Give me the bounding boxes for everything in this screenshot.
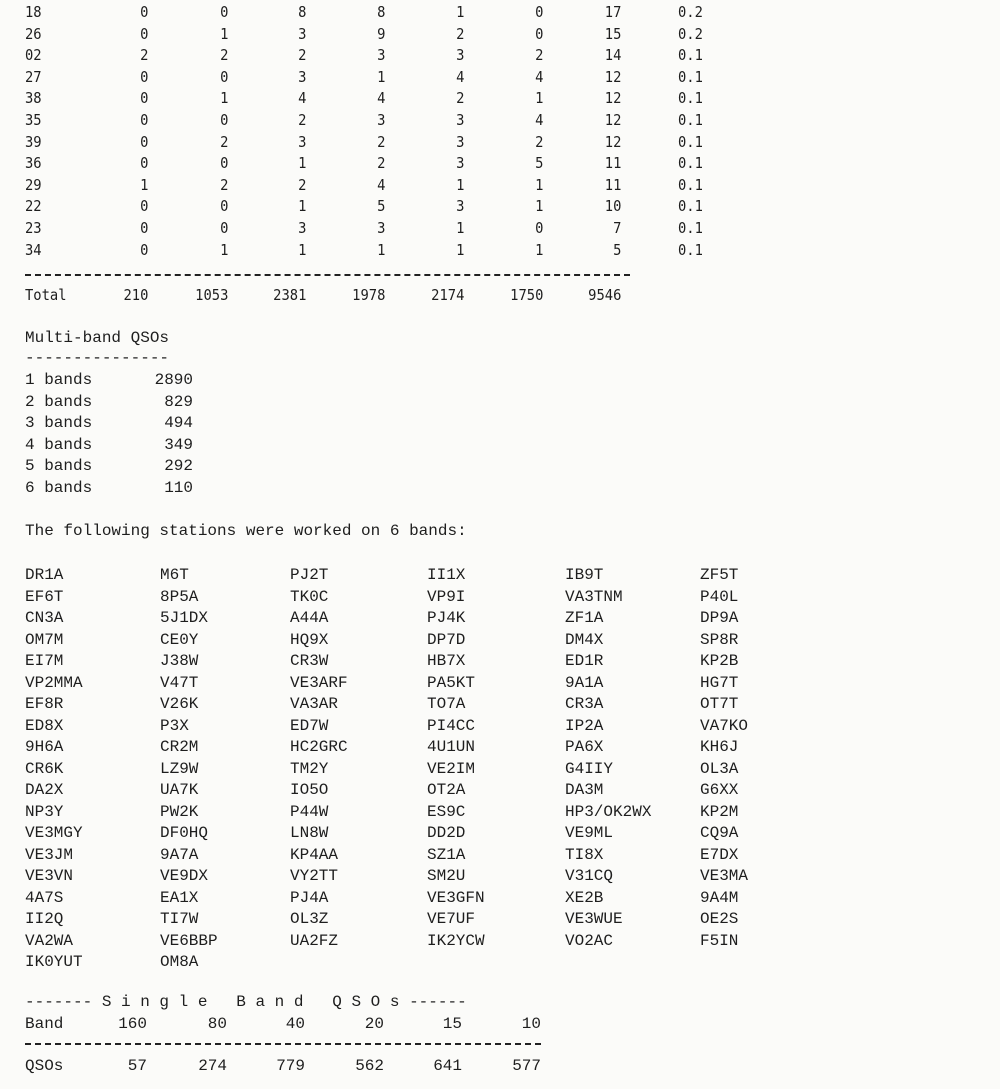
station-callsign: J38W [160, 652, 199, 670]
station-callsign: ES9C [427, 802, 466, 821]
station-callsign: A44A [290, 609, 329, 627]
multiband-label: 6 bands [25, 479, 93, 497]
zone-cell: 1 [220, 24, 229, 43]
zone-cell: 0 [535, 3, 544, 21]
six-band-intro: The following stations were worked on 6 bands: [25, 522, 467, 540]
multiband-label: 4 bands [25, 435, 93, 454]
station-callsign: VE3VN [25, 867, 74, 885]
zone-label: 27 [25, 67, 42, 86]
zone-cell: 3 [456, 197, 465, 216]
station-callsign: NP3Y [25, 802, 64, 821]
zone-label: 39 [25, 132, 42, 151]
station-callsign: EF6T [25, 587, 64, 606]
station-callsign: CR3W [290, 652, 329, 670]
station-callsign: VE3JM [25, 845, 74, 864]
zone-cell: 2 [298, 175, 307, 194]
station-callsign: OE2S [700, 910, 739, 928]
station-callsign: PJ2T [290, 566, 329, 584]
station-callsign: CR2M [160, 738, 199, 756]
total-cell: 1978 [352, 286, 386, 304]
zone-cell: 1 [456, 240, 465, 259]
band-value: 160 [118, 1015, 147, 1033]
zone-cell: 1 [220, 89, 229, 108]
station-callsign: VA3AR [290, 695, 339, 713]
station-callsign: P3X [160, 716, 189, 735]
zone-cell: 3 [456, 46, 465, 65]
station-callsign: KP4AA [290, 845, 339, 864]
zone-cell: 1 [140, 175, 149, 194]
zone-cell: 2 [220, 132, 229, 151]
zone-cell: 0 [140, 89, 149, 108]
station-callsign: DD2D [427, 824, 466, 842]
zone-label: 26 [25, 24, 42, 43]
zone-cell: 4 [298, 89, 307, 108]
zone-percent: 0.1 [678, 219, 703, 237]
station-callsign: PA6X [565, 738, 604, 756]
zone-cell: 3 [298, 67, 307, 86]
zone-cell: 5 [613, 240, 622, 259]
zone-cell: 17 [604, 3, 622, 21]
zone-cell: 0 [140, 197, 149, 216]
station-callsign: M6T [160, 566, 189, 584]
station-callsign: VP2MMA [25, 673, 83, 692]
station-callsign: IO5O [290, 781, 329, 799]
zone-cell: 0 [140, 24, 149, 43]
zone-cell: 0 [140, 219, 149, 237]
station-callsign: HC2GRC [290, 738, 348, 756]
total-cell: 9546 [588, 286, 622, 304]
station-callsign: VP9I [427, 587, 466, 606]
zone-percent: 0.1 [678, 111, 703, 129]
station-callsign: VE9DX [160, 867, 209, 885]
qsos-value: 562 [355, 1057, 384, 1075]
station-callsign: EI7M [25, 652, 64, 670]
zone-cell: 1 [535, 89, 544, 108]
zone-cell: 0 [140, 111, 149, 129]
multiband-count: 494 [164, 414, 193, 433]
zone-label: 34 [25, 240, 42, 259]
zone-cell: 10 [604, 197, 622, 216]
zone-cell: 1 [377, 240, 386, 259]
zone-cell: 2 [298, 46, 307, 65]
multiband-label: 2 bands [25, 392, 93, 411]
zone-label: 22 [25, 197, 42, 216]
zone-cell: 0 [220, 219, 229, 237]
station-callsign: VE3ARF [290, 673, 348, 692]
zone-cell: 5 [377, 197, 386, 216]
zone-cell: 2 [298, 111, 307, 129]
multiband-title: Multi-band QSOs [25, 329, 170, 347]
zone-cell: 1 [535, 197, 544, 216]
station-callsign: 4U1UN [427, 738, 476, 756]
station-callsign: VO2AC [565, 931, 614, 950]
station-callsign: 9A7A [160, 845, 199, 864]
zone-cell: 4 [377, 89, 386, 108]
zone-cell: 0 [535, 219, 544, 237]
station-callsign: VE3MA [700, 867, 749, 885]
zone-label: 18 [25, 3, 42, 21]
multiband-label: 5 bands [25, 457, 93, 476]
zone-cell: 12 [604, 89, 622, 108]
total-cell: 2174 [431, 286, 465, 304]
band-value: 80 [207, 1015, 227, 1033]
zone-cell: 4 [456, 67, 465, 86]
station-callsign: V47T [160, 673, 199, 692]
qsos-value: 57 [127, 1057, 147, 1075]
zone-cell: 0 [535, 24, 544, 43]
zone-cell: 3 [456, 154, 465, 173]
station-callsign: DP7D [427, 630, 466, 649]
zone-cell: 12 [604, 67, 622, 86]
zone-cell: 1 [298, 197, 307, 216]
zone-label: 35 [25, 111, 42, 129]
station-callsign: II1X [427, 566, 466, 584]
zone-cell: 1 [220, 240, 229, 259]
zone-cell: 2 [535, 132, 544, 151]
station-callsign: SM2U [427, 867, 466, 885]
station-callsign: PA5KT [427, 673, 476, 692]
station-callsign: PJ4K [427, 609, 466, 627]
station-callsign: 9A1A [565, 673, 604, 692]
zone-cell: 0 [220, 67, 229, 86]
station-callsign: CR3A [565, 695, 604, 713]
multiband-label: 3 bands [25, 414, 93, 433]
zone-percent: 0.1 [678, 240, 703, 259]
station-callsign: P44W [290, 802, 329, 821]
zone-cell: 3 [456, 132, 465, 151]
station-callsign: TM2Y [290, 759, 329, 778]
zone-cell: 0 [220, 111, 229, 129]
zone-cell: 1 [456, 175, 465, 194]
zone-cell: 3 [298, 132, 307, 151]
zone-cell: 5 [535, 154, 544, 173]
station-callsign: DM4X [565, 630, 604, 649]
multiband-count: 2890 [154, 371, 193, 389]
total-cell: 1750 [510, 286, 544, 304]
station-callsign: IK2YCW [427, 931, 485, 950]
station-callsign: VE3GFN [427, 888, 485, 907]
station-callsign: UA2FZ [290, 931, 339, 950]
station-callsign: G4IIY [565, 759, 614, 778]
station-callsign: PI4CC [427, 716, 476, 735]
zone-cell: 0 [220, 154, 229, 173]
station-callsign: KP2M [700, 802, 739, 821]
zone-cell: 9 [377, 24, 386, 43]
station-callsign: DR1A [25, 566, 64, 584]
zone-cell: 0 [140, 132, 149, 151]
station-callsign: TO7A [427, 695, 466, 713]
station-callsign: HQ9X [290, 630, 329, 649]
total-label: Total [25, 286, 67, 304]
station-callsign: CR6K [25, 759, 64, 778]
zone-cell: 3 [298, 219, 307, 237]
zone-label: 23 [25, 219, 42, 237]
zone-cell: 0 [140, 154, 149, 173]
station-callsign: 4A7S [25, 888, 64, 907]
zone-cell: 0 [220, 197, 229, 216]
station-callsign: ED1R [565, 652, 604, 670]
zone-cell: 2 [456, 89, 465, 108]
station-callsign: 9H6A [25, 738, 64, 756]
station-callsign: P40L [700, 587, 739, 606]
station-callsign: II2Q [25, 910, 64, 928]
multiband-underline: --------------- [25, 349, 170, 367]
station-callsign: HB7X [427, 652, 466, 670]
zone-percent: 0.2 [678, 24, 703, 43]
station-callsign: F5IN [700, 931, 739, 950]
zone-cell: 3 [377, 219, 386, 237]
total-cell: 1053 [195, 286, 229, 304]
station-callsign: IK0YUT [25, 953, 83, 971]
station-callsign: G6XX [700, 781, 739, 799]
multiband-count: 829 [164, 392, 193, 411]
zone-cell: 0 [140, 240, 149, 259]
station-callsign: VA7KO [700, 716, 749, 735]
zone-cell: 15 [604, 24, 622, 43]
station-callsign: OL3Z [290, 910, 329, 928]
zone-cell: 1 [377, 67, 386, 86]
zone-cell: 0 [220, 3, 229, 21]
zone-cell: 2 [377, 132, 386, 151]
zone-cell: 2 [220, 46, 229, 65]
station-callsign: VE2IM [427, 759, 476, 778]
station-callsign: VA2WA [25, 931, 74, 950]
band-value: 20 [364, 1015, 384, 1033]
station-callsign: EF8R [25, 695, 64, 713]
zone-percent: 0.1 [678, 197, 703, 216]
station-callsign: DP9A [700, 609, 739, 627]
station-callsign: CN3A [25, 609, 64, 627]
station-callsign: VA3TNM [565, 587, 623, 606]
qsos-label: QSOs [25, 1057, 64, 1075]
station-callsign: 5J1DX [160, 609, 209, 627]
station-callsign: SZ1A [427, 845, 466, 864]
station-callsign: TI8X [565, 845, 604, 864]
station-callsign: VE9ML [565, 824, 614, 842]
station-callsign: V31CQ [565, 867, 614, 885]
band-value: 10 [521, 1015, 541, 1033]
zone-percent: 0.2 [678, 3, 703, 21]
station-callsign: DA2X [25, 781, 64, 799]
station-callsign: 8P5A [160, 587, 199, 606]
total-cell: 210 [123, 286, 149, 304]
station-callsign: ED8X [25, 716, 64, 735]
zone-cell: 12 [604, 132, 622, 151]
total-cell: 2381 [273, 286, 307, 304]
zone-percent: 0.1 [678, 154, 703, 173]
band-label: Band [25, 1015, 64, 1033]
station-callsign: KP2B [700, 652, 739, 670]
zone-cell: 1 [535, 240, 544, 259]
station-callsign: LN8W [290, 824, 329, 842]
station-callsign: OM7M [25, 630, 64, 649]
zone-cell: 1 [298, 240, 307, 259]
zone-cell: 11 [604, 175, 622, 194]
station-callsign: CQ9A [700, 824, 739, 842]
zone-label: 29 [25, 175, 42, 194]
multiband-count: 292 [164, 457, 193, 476]
zone-cell: 8 [298, 3, 307, 21]
zone-cell: 1 [298, 154, 307, 173]
single-band-divider [25, 1043, 541, 1045]
station-callsign: SP8R [700, 630, 739, 649]
zone-cell: 3 [377, 111, 386, 129]
zone-cell: 11 [604, 154, 622, 173]
station-callsign: TK0C [290, 587, 329, 606]
station-callsign: VE7UF [427, 910, 476, 928]
zone-cell: 4 [535, 67, 544, 86]
station-callsign: HP3/OK2WX [565, 802, 652, 821]
zone-cell: 2 [456, 24, 465, 43]
zone-cell: 0 [140, 67, 149, 86]
zone-cell: 4 [535, 111, 544, 129]
station-callsign: VY2TT [290, 867, 339, 885]
zone-cell: 2 [140, 46, 149, 65]
zone-cell: 3 [377, 46, 386, 65]
station-callsign: LZ9W [160, 759, 199, 778]
multiband-count: 349 [164, 435, 193, 454]
zone-percent: 0.1 [678, 67, 703, 86]
station-callsign: IB9T [565, 566, 604, 584]
zone-cell: 8 [377, 3, 386, 21]
station-callsign: IP2A [565, 716, 604, 735]
zone-percent: 0.1 [678, 175, 703, 194]
zone-percent: 0.1 [678, 46, 703, 65]
station-callsign: VE6BBP [160, 931, 218, 950]
zone-cell: 1 [535, 175, 544, 194]
station-callsign: EA1X [160, 888, 199, 907]
zone-cell: 7 [613, 219, 622, 237]
station-callsign: VE3WUE [565, 910, 623, 928]
zone-cell: 12 [604, 111, 622, 129]
station-callsign: CE0Y [160, 630, 199, 649]
zone-cell: 0 [140, 3, 149, 21]
station-callsign: TI7W [160, 910, 199, 928]
band-value: 40 [285, 1015, 305, 1033]
zone-label: 36 [25, 154, 42, 173]
station-callsign: PW2K [160, 802, 199, 821]
station-callsign: KH6J [700, 738, 739, 756]
zone-percent: 0.1 [678, 132, 703, 151]
zone-cell: 1 [456, 3, 465, 21]
station-callsign: V26K [160, 695, 199, 713]
qsos-value: 641 [433, 1057, 462, 1075]
station-callsign: PJ4A [290, 888, 329, 907]
station-callsign: ED7W [290, 716, 329, 735]
station-callsign: UA7K [160, 781, 199, 799]
multiband-label: 1 bands [25, 371, 93, 389]
station-callsign: XE2B [565, 888, 604, 907]
station-callsign: OL3A [700, 759, 739, 778]
zone-cell: 4 [377, 175, 386, 194]
station-callsign: DA3M [565, 781, 604, 799]
station-callsign: ZF5T [700, 566, 739, 584]
station-callsign: 9A4M [700, 888, 739, 907]
zone-cell: 2 [220, 175, 229, 194]
station-callsign: HG7T [700, 673, 739, 692]
zone-cell: 3 [298, 24, 307, 43]
station-callsign: OT2A [427, 781, 466, 799]
zone-label: 38 [25, 89, 42, 108]
band-value: 15 [442, 1015, 462, 1033]
single-band-title: ------- S i n g l e B a n d Q S O s ------ [25, 993, 467, 1011]
zone-percent: 0.1 [678, 89, 703, 108]
table-divider [25, 274, 630, 276]
station-callsign: ZF1A [565, 609, 604, 627]
station-callsign: OM8A [160, 953, 199, 971]
qsos-value: 779 [276, 1057, 305, 1075]
station-callsign: VE3MGY [25, 824, 83, 842]
zone-cell: 3 [456, 111, 465, 129]
zone-cell: 2 [535, 46, 544, 65]
qsos-value: 577 [512, 1057, 541, 1075]
station-callsign: DF0HQ [160, 824, 209, 842]
zone-cell: 14 [604, 46, 622, 65]
multiband-count: 110 [164, 479, 193, 497]
qsos-value: 274 [198, 1057, 227, 1075]
station-callsign: OT7T [700, 695, 739, 713]
zone-cell: 2 [377, 154, 386, 173]
zone-label: 02 [25, 46, 42, 65]
station-callsign: E7DX [700, 845, 739, 864]
zone-cell: 1 [456, 219, 465, 237]
